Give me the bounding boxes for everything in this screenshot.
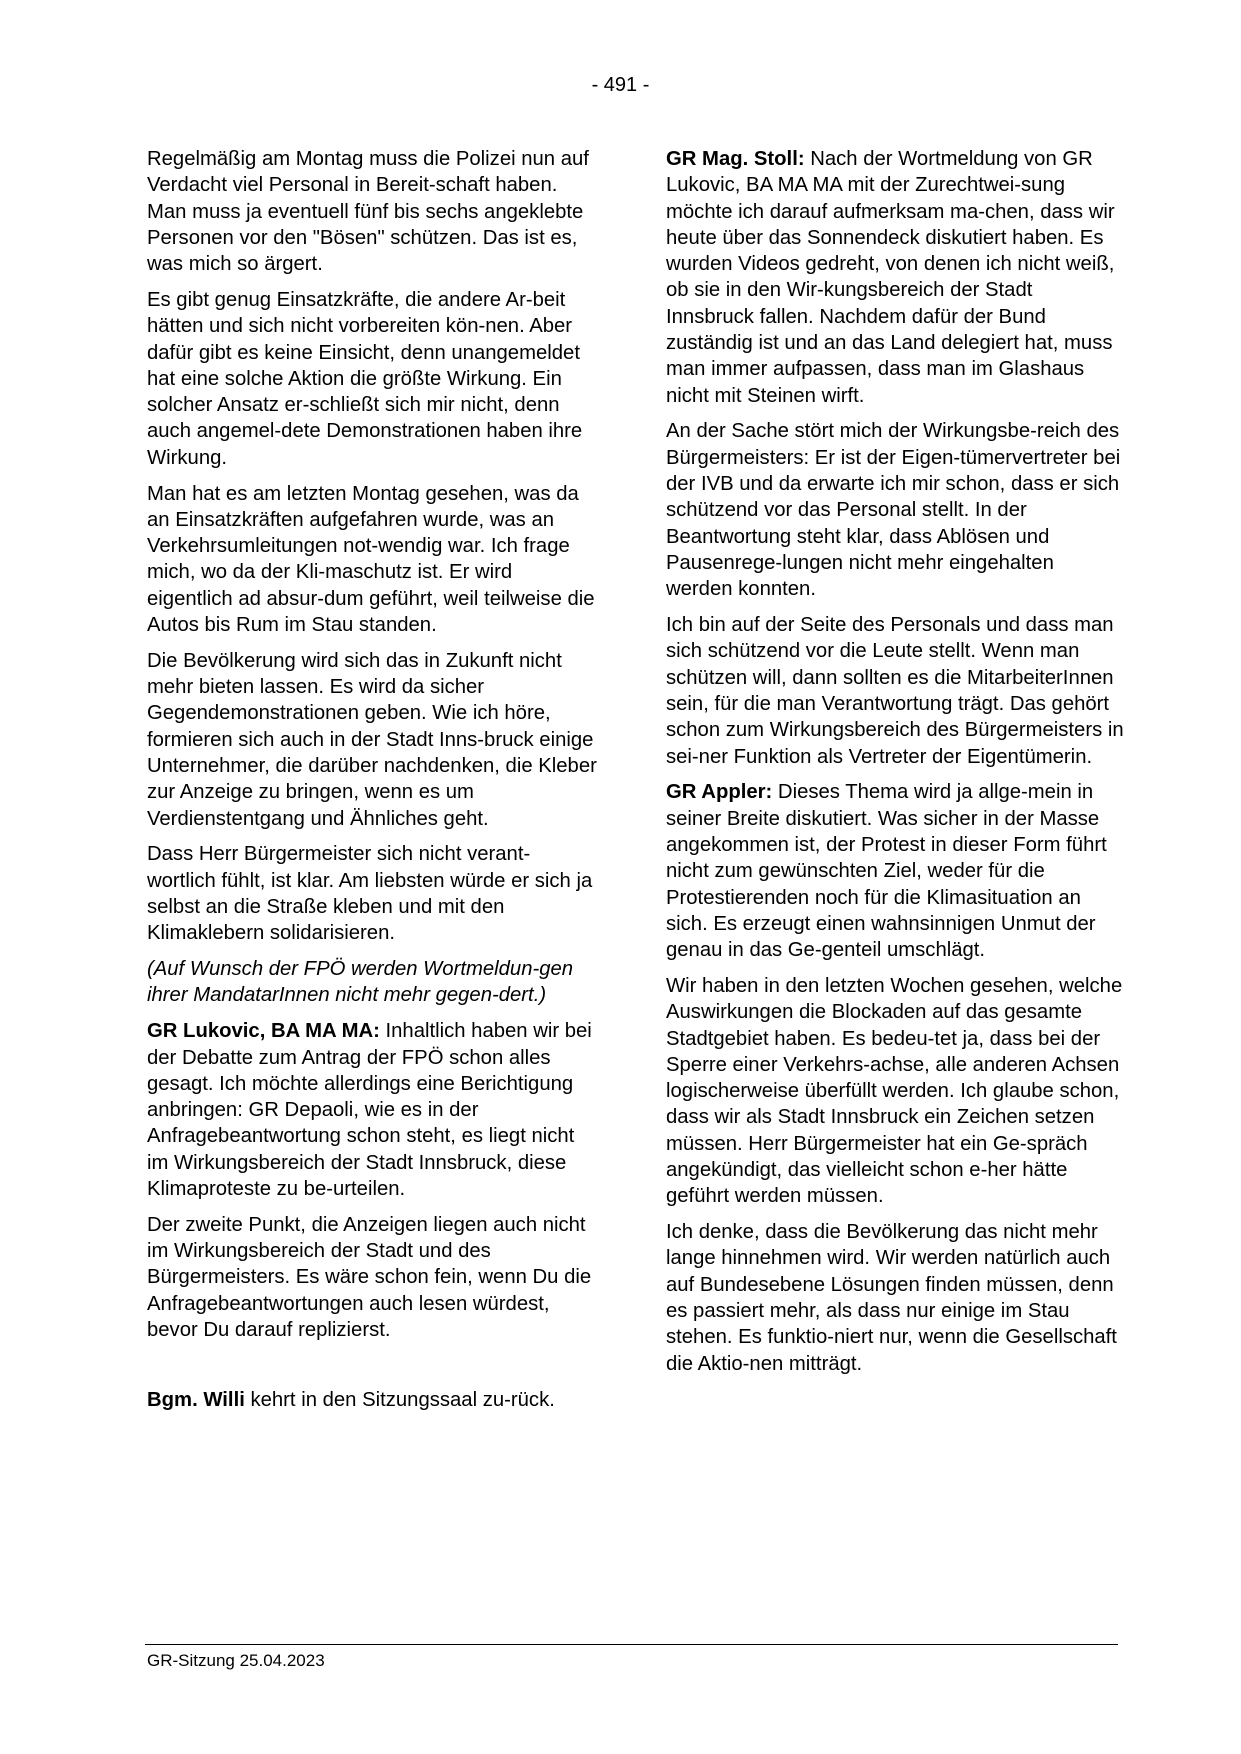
paragraph: Man hat es am letzten Montag gesehen, was da an Einsatzkräften aufgefahren wurde, was an Verkehrsumleitungen not-wendig war. Ich frage mich, wo da der Kli-maschutz ist. Er wird eigentlich ad absur-dum geführt, weil teilweise die Autos bis Rum im Stau standen. [147,482,595,637]
left-column [147,146,597,1423]
footer-session-date: GR-Sitzung 25.04.2023 [147,1651,325,1670]
gender-note: (Auf Wunsch der FPÖ werden Wortmeldun-gen ihrer MandatarInnen nicht mehr gegen-dert.) [147,958,574,1007]
speech-text: Dieses Thema wird ja allge-mein in seiner Breite diskutiert. Was sicher in der Masse angekommen ist, der Protest in dieser Form führt nicht zum gewünschten Ziel, weder für die Protestierenden noch für die Klimasituation an sich. Es erzeugt einen wahnsinnigen Unmut der genau in das Ge-genteil umschlägt. [666,781,1107,962]
speech-text: Nach der Wortmeldung von GR Lukovic, BA MA MA mit der Zurechtwei-sung möchte ich darauf aufmerksam ma-chen, dass wir heute über das Sonnendeck diskutiert haben. Es wurden Videos gedreht, von denen ich nicht weiß, ob sie in den Wir-kungsbereich der Stadt Innsbruck fallen. Nachdem dafür der Bund zuständig ist und an das Land delegiert hat, muss man immer aufpassen, dass man im Glashaus nicht mit Steinen wirft. [666,148,1115,407]
paragraph: Der zweite Punkt, die Anzeigen liegen auch nicht im Wirkungsbereich der Stadt und des Bürgermeisters. Es wäre schon fein, wenn Du die Anfragebeantwortungen auch lesen würdest, bevor Du darauf replizierst. [147,1213,592,1341]
page-number: - 491 - [591,74,650,96]
speech-lukovic [147,1018,597,1202]
speech-stoll [666,146,1124,409]
speech-appler [666,779,1124,963]
paragraph: An der Sache stört mich der Wirkungsbe-reich des Bürgermeisters: Er ist der Eigen-tümervertreter bei der IVB und da erwarte ich mir schon, dass er sich schützend vor das Personal stellt. In der Beantwortung steht klar, dass Ablösen und Pausenrege-lungen nicht mehr eingehalten werden konnten. [666,420,1121,601]
mayor-return-note [147,1387,597,1413]
paragraph: Ich bin auf der Seite des Personals und dass man sich schützend vor die Leute stellt. Wenn man schützen will, dann sollten es die MitarbeiterInnen sein, für die man Verantwortung trägt. Das gehört schon zum Wirkungsbereich des Bürgermeisters in sei-ner Funktion als Vertreter der Eigentümerin. [666,614,1124,768]
footer-divider [145,1644,1118,1645]
paragraph: Die Bevölkerung wird sich das in Zukunft nicht mehr bieten lassen. Es wird da sicher Gegendemonstrationen geben. Wie ich höre, formieren sich auch in der Stadt Inns-bruck einige Unternehmer, die darüber nachdenken, die Kleber zur Anzeige zu bringen, wenn es um Verdienstentgang und Ähnliches geht. [147,649,597,830]
speech-text: Inhaltlich haben wir bei der Debatte zum Antrag der FPÖ schon alles gesagt. Ich möchte allerdings eine Berichtigung anbringen: GR Depaoli, wie es in der Anfragebeantwortung schon steht, es liegt nicht im Wirkungsbereich der Stadt Innsbruck, diese Klimaproteste zu be-urteilen. [147,1020,592,1200]
paragraph: Regelmäßig am Montag muss die Polizei nun auf Verdacht viel Personal in Bereit-schaft haben. Man muss ja eventuell fünf bis sechs angeklebte Personen vor den "Bösen" schützen. Das ist es, was mich so ärgert. [147,148,589,276]
speaker-name: GR Lukovic, BA MA MA: [147,1020,380,1043]
paragraph: Es gibt genug Einsatzkräfte, die andere Ar-beit hätten und sich nicht vorbereiten kön-nen. Aber dafür gibt es keine Einsicht, denn unangemeldet hat eine solche Aktion die größte Wirkung. Ein solcher Ansatz er-schließt sich mir nicht, denn auch angemel-dete Demonstrationen haben ihre Wirkung. [147,288,583,469]
note-text: kehrt in den Sitzungssaal zu-rück. [244,1389,555,1412]
paragraph: Dass Herr Bürgermeister sich nicht verant-wortlich fühlt, ist klar. Am liebsten würde er sich ja selbst an die Straße kleben und mit den Klimaklebern solidarisieren. [147,843,593,945]
paragraph: Ich denke, dass die Bevölkerung das nicht mehr lange hinnehmen wird. Wir werden natürlich auch auf Bundesebene Lösungen finden müssen, denn es passiert mehr, als dass nur einige im Stau stehen. Es funktio-niert nur, wenn die Gesellschaft die Aktio-nen mitträgt. [666,1221,1117,1375]
right-column [666,146,1124,1386]
speaker-name: GR Appler: [666,781,773,804]
speaker-name: Bgm. Willi [147,1389,245,1412]
speaker-name: GR Mag. Stoll: [666,148,805,170]
paragraph: Wir haben in den letzten Wochen gesehen, welche Auswirkungen die Blockaden auf das gesamte Stadtgebiet haben. Es bedeu-tet ja, dass bei der Sperre einer Verkehrs-achse, alle anderen Achsen logischerweise überfüllt werden. Ich glaube schon, dass wir als Stadt Innsbruck ein Zeichen setzen müssen. Herr Bürgermeister hat ein Ge-spräch angekündigt, das vielleicht schon e-her hätte geführt werden müssen. [666,974,1123,1208]
